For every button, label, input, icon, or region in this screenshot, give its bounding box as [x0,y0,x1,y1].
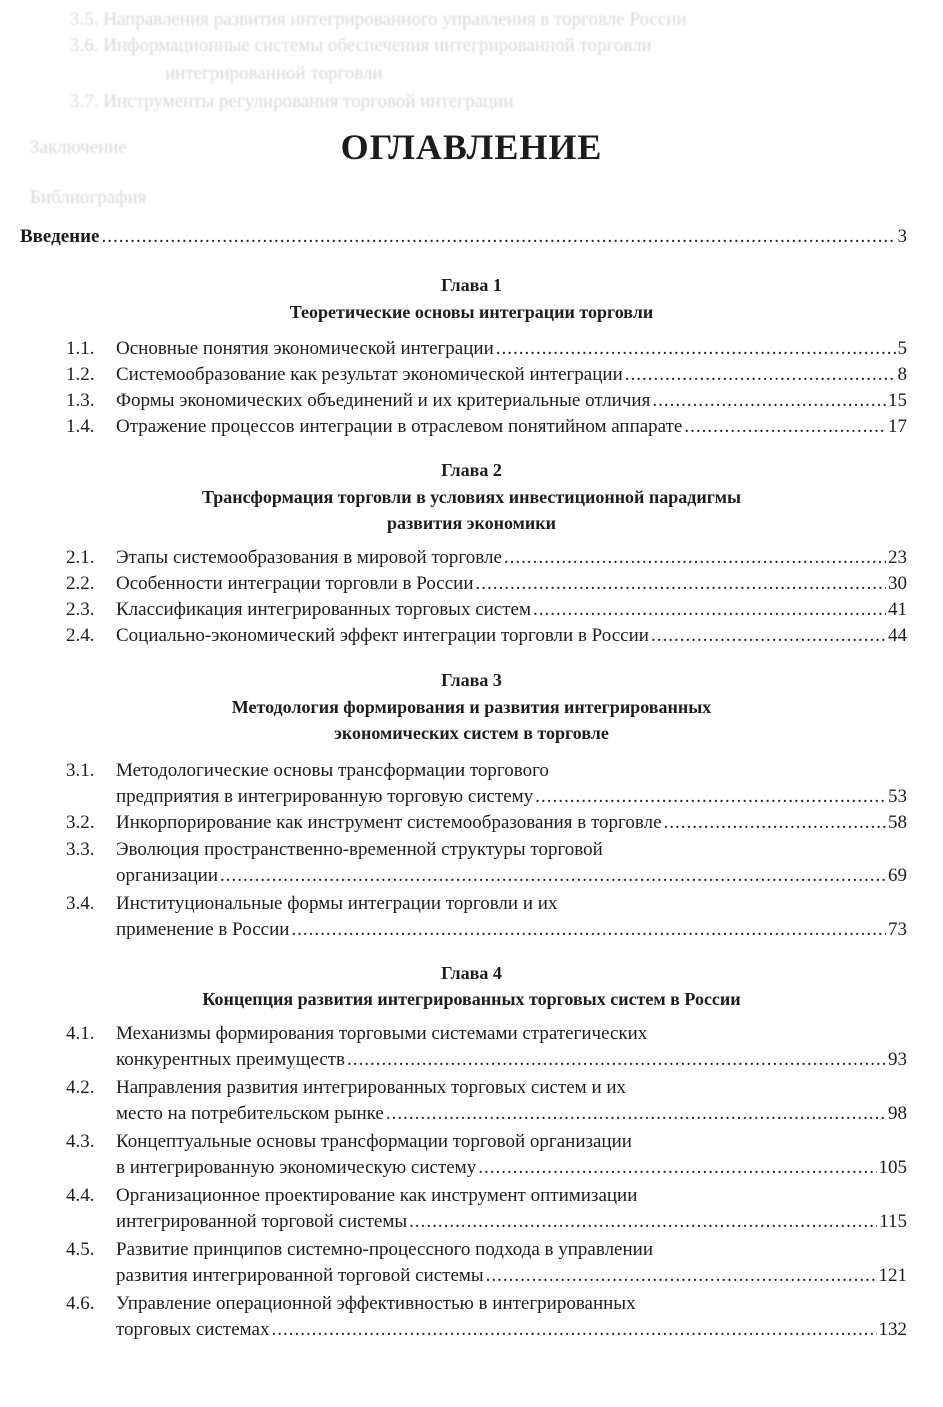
toc-entry-intro[interactable] [20,224,907,250]
leader-dots [347,1047,886,1073]
section-number: 3.2. [66,812,95,833]
toc-entry-text: Инкорпорирование как инструмент системообразования в торговле [116,812,662,833]
toc-page-number: 121 [878,1265,907,1286]
ghost-line: 3.7. Инструменты регулирования торговой интеграции [70,91,514,112]
toc-page-number: 5 [897,338,907,359]
leader-dots [478,1155,876,1181]
toc-page-number: 69 [888,865,907,886]
toc-page-number: 23 [888,547,907,568]
toc-entry-text: место на потребительском рынке [116,1103,384,1124]
toc-page-number: 93 [888,1049,907,1070]
leader-dots [625,362,896,388]
section-number: 4.5. [66,1239,95,1260]
chapter-title: Теоретические основы интеграции торговли [289,302,654,322]
toc-entry-text: Эволюция пространственно-временной структуры торговой [116,839,603,860]
toc-entry-text: Организационное проектирование как инструмент оптимизации [116,1185,638,1206]
leader-dots [535,784,886,810]
toc-entry-text: Этапы системообразования в мировой торговле [116,547,502,568]
leader-dots [271,1317,876,1343]
ghost-line: Библиография [30,187,147,208]
toc-page-number: 15 [888,390,907,411]
toc-entry-text: Особенности интеграции торговли в России [116,573,474,594]
toc-entry[interactable] [66,1129,907,1181]
toc-entry-text: Институциональные формы интеграции торговли и их [116,893,558,914]
leader-dots [386,1101,886,1127]
section-number: 3.3. [66,839,95,860]
chapter-label: Глава 4 [441,963,502,983]
toc-entry[interactable] [66,1183,907,1235]
toc-entry[interactable] [66,1237,907,1289]
leader-dots [651,623,886,649]
leader-dots [291,917,886,943]
toc-entry-text: Системообразование как результат экономической интеграции [116,364,623,385]
chapter-title: экономических систем в торговле [334,723,609,743]
section-number: 1.3. [66,390,95,411]
leader-dots [504,545,886,571]
toc-entry-text: Управление операционной эффективностью в интегрированных [116,1293,636,1314]
toc-page-number: 30 [888,573,907,594]
toc-entry[interactable] [66,891,907,943]
toc-entry[interactable] [66,1075,907,1127]
toc-entry[interactable] [66,597,907,623]
section-number: 2.1. [66,547,95,568]
toc-page-number: 132 [878,1319,907,1340]
toc-page-number: 41 [888,599,907,620]
toc-entry-text: конкурентных преимуществ [116,1049,346,1070]
toc-entry-text: Формы экономических объединений и их критериальные отличия [116,390,651,411]
section-number: 2.4. [66,625,95,646]
toc-entry-text: Введение [20,226,100,247]
toc-entry[interactable] [66,362,907,388]
toc-entry[interactable] [66,758,907,810]
toc-entry[interactable] [66,545,907,571]
toc-page-number: 105 [878,1157,907,1178]
toc-entry-text: в интегрированную экономическую систему [116,1157,477,1178]
leader-dots [102,224,896,250]
ghost-line: 3.6. Информационные системы обеспечения интегрированной торговли [70,35,652,56]
toc-page-number: 53 [888,786,907,807]
toc-entry-text: Методологические основы трансформации торгового [116,760,549,781]
toc-entry[interactable] [66,623,907,649]
toc-entry[interactable] [66,837,907,889]
toc-entry-text: интегрированной торговой системы [116,1211,408,1232]
toc-page-number: 73 [888,919,907,940]
toc-entry-text: Основные понятия экономической интеграции [116,338,494,359]
toc-entry[interactable] [66,336,907,362]
leader-dots [652,388,886,414]
section-number: 4.3. [66,1131,95,1152]
section-number: 4.4. [66,1185,95,1206]
toc-entry[interactable] [66,571,907,597]
section-number: 1.2. [66,364,95,385]
toc-page-number: 8 [897,364,907,385]
section-number: 4.6. [66,1293,95,1314]
section-number: 1.1. [66,338,95,359]
leader-dots [486,1263,877,1289]
leader-dots [220,863,886,889]
ghost-line: Заключение [30,137,127,158]
ghost-line: интегрированной торговли [165,63,383,84]
toc-entry-text: Развитие принципов системно-процессного подхода в управлении [116,1239,653,1260]
chapter-title: Трансформация торговли в условиях инвестиционной парадигмы [201,487,742,507]
section-number: 3.1. [66,760,95,781]
toc-entry-text: применение в России [116,919,290,940]
chapter-label: Глава 3 [441,670,502,690]
toc-entry[interactable] [66,1021,907,1073]
toc-entry-text: Механизмы формирования торговыми системами стратегических [116,1023,648,1044]
chapter-title: Методология формирования и развития интегрированных [231,697,712,717]
section-number: 4.2. [66,1077,95,1098]
toc-entry-text: предприятия в интегрированную торговую систему [116,786,534,807]
toc-entry[interactable] [66,414,907,440]
leader-dots [409,1209,877,1235]
section-number: 2.3. [66,599,95,620]
toc-entry-text: Направления развития интегрированных торговых систем и их [116,1077,627,1098]
chapter-title: развития экономики [386,513,557,533]
toc-entry-text: развития интегрированной торговой системы [116,1265,484,1286]
toc-entry[interactable] [66,1291,907,1343]
toc-entry-text: организации [116,865,219,886]
toc-entry-text: Социально-экономический эффект интеграции торговли в России [116,625,649,646]
section-number: 2.2. [66,573,95,594]
leader-dots [496,336,896,362]
section-number: 3.4. [66,893,95,914]
toc-entry-text: Классификация интегрированных торговых систем [116,599,531,620]
section-number: 4.1. [66,1023,95,1044]
ghost-line: 3.5. Направления развития интегрированного управления в торговле России [70,9,687,30]
toc-page-number: 3 [897,226,907,247]
toc-page-number: 58 [888,812,907,833]
leader-dots [684,414,886,440]
toc-entry-text: Концептуальные основы трансформации торговой организации [116,1131,632,1152]
toc-page-number: 44 [888,625,907,646]
toc-entry-text: Отражение процессов интеграции в отраслевом понятийном аппарате [116,416,683,437]
toc-entry-text: торговых системах [116,1319,270,1340]
toc-page-number: 17 [888,416,907,437]
chapter-label: Глава 1 [441,275,502,295]
leader-dots [476,571,886,597]
toc-entry[interactable] [66,810,907,836]
toc-page-number: 115 [879,1211,907,1232]
toc-page-number: 98 [888,1103,907,1124]
page-title: ОГЛАВЛЕНИЕ [340,127,603,167]
leader-dots [664,810,887,836]
toc-entry[interactable] [66,388,907,414]
chapter-title: Концепция развития интегрированных торговых систем в России [202,989,741,1009]
chapter-label: Глава 2 [441,460,502,480]
section-number: 1.4. [66,416,95,437]
leader-dots [533,597,886,623]
